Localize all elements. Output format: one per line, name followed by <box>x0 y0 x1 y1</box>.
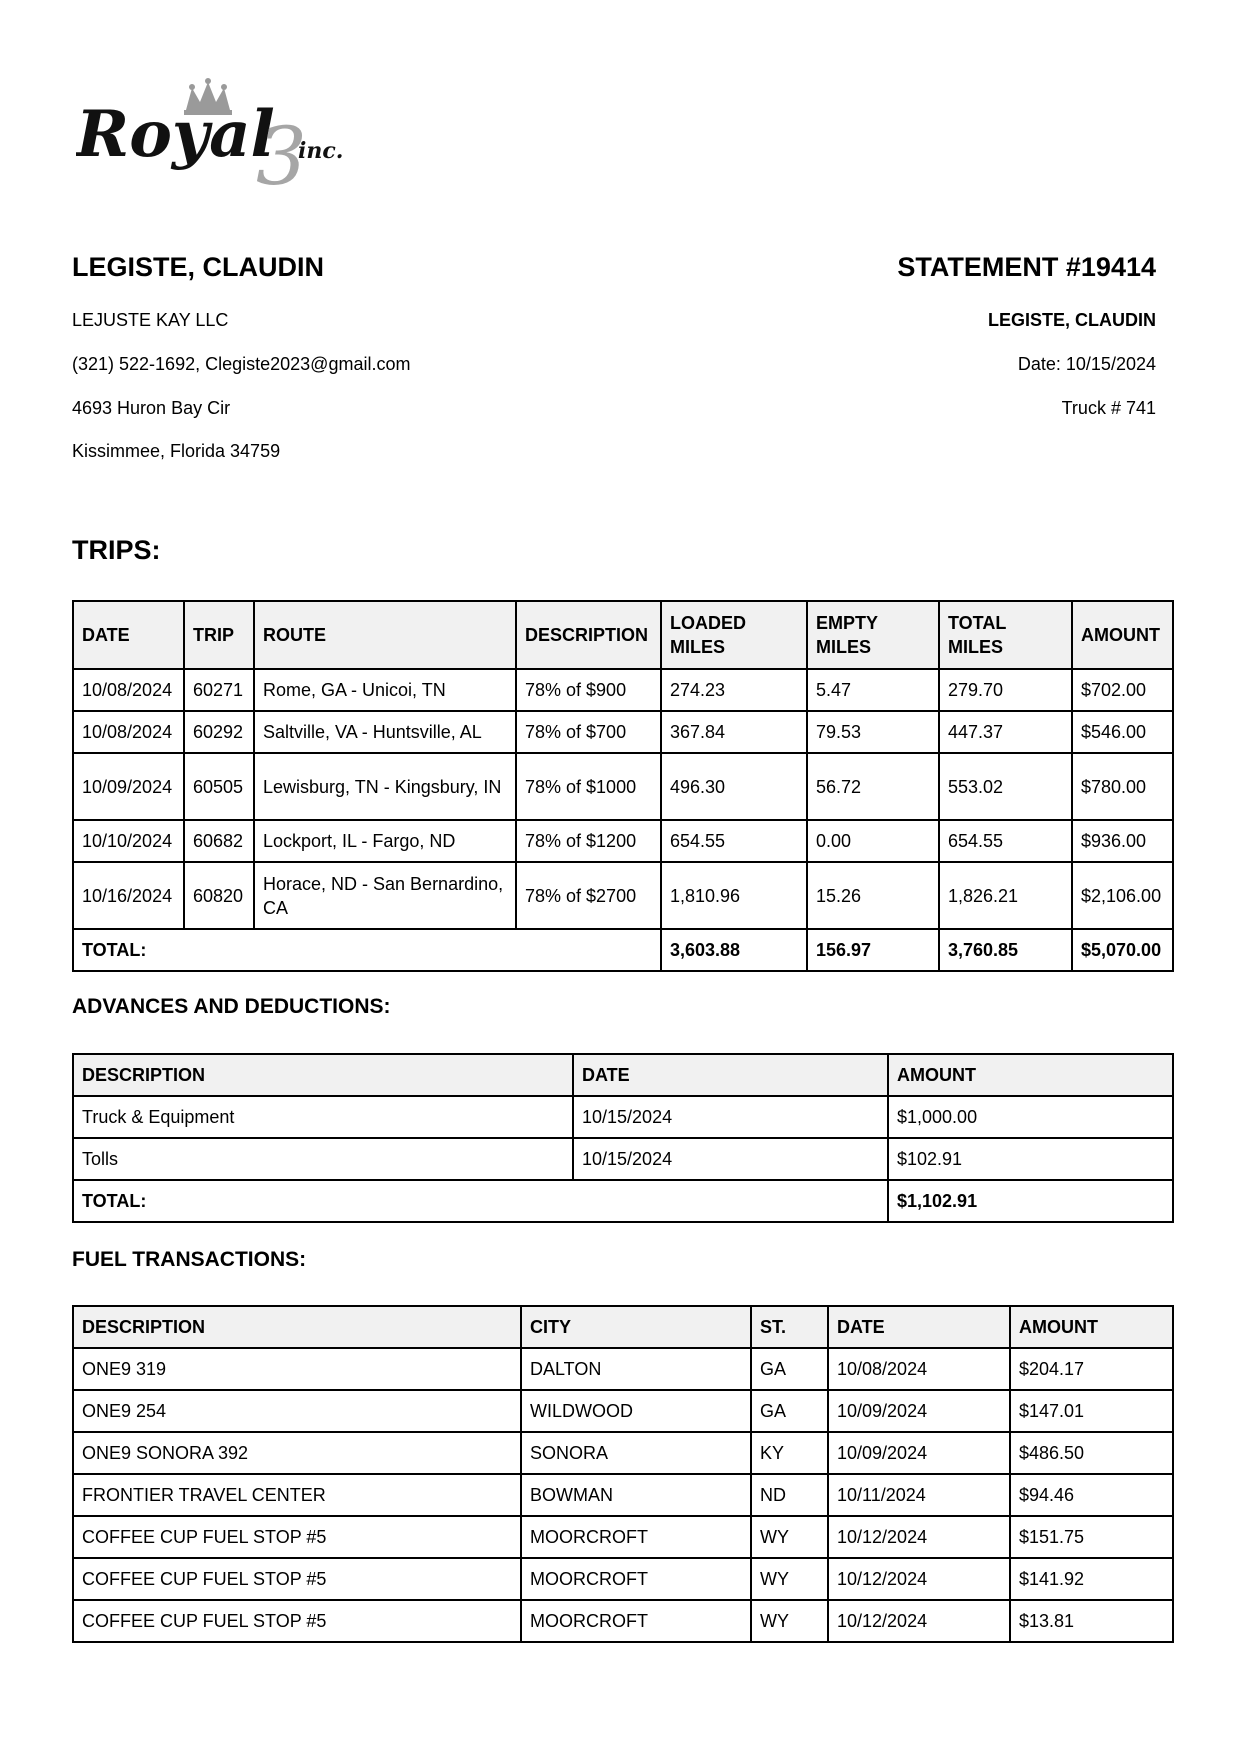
table-cell: ND <box>751 1474 828 1516</box>
table-cell: 1,826.21 <box>939 862 1072 929</box>
trips-title: TRIPS: <box>72 535 161 565</box>
deductions-title: ADVANCES AND DEDUCTIONS: <box>72 995 391 1018</box>
table-cell: Tolls <box>73 1138 573 1180</box>
column-header: DATE <box>73 601 184 669</box>
table-cell: 10/08/2024 <box>828 1348 1010 1390</box>
trips-table <box>72 600 1174 972</box>
table-cell: 654.55 <box>939 820 1072 862</box>
column-header: ST. <box>751 1306 828 1348</box>
total-amount: $5,070.00 <box>1072 929 1173 971</box>
table-row <box>73 1474 1173 1516</box>
table-cell: 654.55 <box>661 820 807 862</box>
logo-number: 3 <box>256 110 307 198</box>
table-cell: 10/11/2024 <box>828 1474 1010 1516</box>
trips-total-row <box>73 929 1173 971</box>
table-row <box>73 1138 1173 1180</box>
table-cell: 10/09/2024 <box>828 1390 1010 1432</box>
table-cell: WY <box>751 1600 828 1642</box>
table-cell: $147.01 <box>1010 1390 1173 1432</box>
table-cell: $780.00 <box>1072 753 1173 820</box>
table-cell: 10/09/2024 <box>828 1432 1010 1474</box>
table-cell: 78% of $1000 <box>516 753 661 820</box>
table-cell: 10/15/2024 <box>573 1096 888 1138</box>
column-header: AMOUNT <box>888 1054 1173 1096</box>
logo-royal: Royal <box>76 97 275 172</box>
table-cell: 60820 <box>184 862 254 929</box>
fuel-header-row <box>73 1306 1173 1348</box>
table-cell: $141.92 <box>1010 1558 1173 1600</box>
table-cell: ONE9 319 <box>73 1348 521 1390</box>
column-header: DESCRIPTION <box>516 601 661 669</box>
table-cell: SONORA <box>521 1432 751 1474</box>
table-row <box>73 1096 1173 1138</box>
table-cell: $94.46 <box>1010 1474 1173 1516</box>
table-cell: Lockport, IL - Fargo, ND <box>254 820 516 862</box>
column-header: TOTAL MILES <box>939 601 1072 669</box>
table-cell: 60292 <box>184 711 254 753</box>
table-row <box>73 862 1173 929</box>
total-loaded-miles: 3,603.88 <box>661 929 807 971</box>
table-cell: 10/15/2024 <box>573 1138 888 1180</box>
total-miles: 3,760.85 <box>939 929 1072 971</box>
table-cell: 78% of $2700 <box>516 862 661 929</box>
table-cell: DALTON <box>521 1348 751 1390</box>
table-cell: 60505 <box>184 753 254 820</box>
deductions-table <box>72 1053 1174 1223</box>
total-label: TOTAL: <box>73 1180 888 1222</box>
column-header: LOADED MILES <box>661 601 807 669</box>
table-cell: $546.00 <box>1072 711 1173 753</box>
deductions-header-row <box>73 1054 1173 1096</box>
statement-date: Date: 10/15/2024 <box>1017 354 1156 374</box>
table-cell: MOORCROFT <box>521 1516 751 1558</box>
table-cell: $486.50 <box>1010 1432 1173 1474</box>
table-cell: MOORCROFT <box>521 1600 751 1642</box>
table-cell: $702.00 <box>1072 669 1173 711</box>
column-header: AMOUNT <box>1072 601 1173 669</box>
table-cell: ONE9 SONORA 392 <box>73 1432 521 1474</box>
table-cell: WY <box>751 1558 828 1600</box>
table-cell: 78% of $900 <box>516 669 661 711</box>
table-cell: Lewisburg, TN - Kingsbury, IN <box>254 753 516 820</box>
table-cell: $936.00 <box>1072 820 1173 862</box>
total-empty-miles: 156.97 <box>807 929 939 971</box>
column-header: DESCRIPTION <box>73 1054 573 1096</box>
deductions-total-row <box>73 1180 1173 1222</box>
trips-header-row <box>73 601 1173 669</box>
column-header: ROUTE <box>254 601 516 669</box>
table-cell: 279.70 <box>939 669 1072 711</box>
table-row <box>73 1348 1173 1390</box>
table-cell: GA <box>751 1348 828 1390</box>
table-cell: $204.17 <box>1010 1348 1173 1390</box>
table-cell: $1,000.00 <box>888 1096 1173 1138</box>
table-cell: BOWMAN <box>521 1474 751 1516</box>
driver-contact: (321) 522-1692, Clegiste2023@gmail.com <box>72 354 411 374</box>
table-cell: Saltville, VA - Huntsville, AL <box>254 711 516 753</box>
table-cell: WY <box>751 1516 828 1558</box>
table-row <box>73 753 1173 820</box>
statement-driver-name: LEGISTE, CLAUDIN <box>987 310 1156 330</box>
table-cell: 79.53 <box>807 711 939 753</box>
table-row <box>73 1600 1173 1642</box>
driver-address-line2: Kissimmee, Florida 34759 <box>72 441 281 461</box>
table-cell: 10/16/2024 <box>73 862 184 929</box>
table-cell: 10/08/2024 <box>73 711 184 753</box>
table-cell: $151.75 <box>1010 1516 1173 1558</box>
table-cell: Truck & Equipment <box>73 1096 573 1138</box>
table-cell: 10/08/2024 <box>73 669 184 711</box>
table-cell: 78% of $1200 <box>516 820 661 862</box>
table-row <box>73 1390 1173 1432</box>
column-header: DATE <box>828 1306 1010 1348</box>
table-cell: 367.84 <box>661 711 807 753</box>
table-cell: GA <box>751 1390 828 1432</box>
table-row <box>73 1558 1173 1600</box>
table-cell: 10/12/2024 <box>828 1558 1010 1600</box>
driver-company: LEJUSTE KAY LLC <box>72 310 229 330</box>
table-cell: KY <box>751 1432 828 1474</box>
table-row <box>73 1516 1173 1558</box>
table-cell: FRONTIER TRAVEL CENTER <box>73 1474 521 1516</box>
table-row <box>73 669 1173 711</box>
column-header: AMOUNT <box>1010 1306 1173 1348</box>
table-cell: 10/12/2024 <box>828 1600 1010 1642</box>
column-header: EMPTY MILES <box>807 601 939 669</box>
table-cell: 0.00 <box>807 820 939 862</box>
table-row <box>73 1432 1173 1474</box>
fuel-transactions-table <box>72 1305 1174 1643</box>
total-amount: $1,102.91 <box>888 1180 1173 1222</box>
table-cell: $13.81 <box>1010 1600 1173 1642</box>
table-cell: 60682 <box>184 820 254 862</box>
statement-truck: Truck # 741 <box>1061 398 1156 418</box>
table-row <box>73 711 1173 753</box>
driver-name: LEGISTE, CLAUDIN <box>72 252 325 282</box>
table-cell: WILDWOOD <box>521 1390 751 1432</box>
driver-address-line1: 4693 Huron Bay Cir <box>72 398 231 418</box>
table-cell: $2,106.00 <box>1072 862 1173 929</box>
table-cell: COFFEE CUP FUEL STOP #5 <box>73 1516 521 1558</box>
fuel-title: FUEL TRANSACTIONS: <box>72 1248 307 1271</box>
table-row <box>73 820 1173 862</box>
table-cell: Horace, ND - San Bernardino, CA <box>254 862 516 929</box>
column-header: CITY <box>521 1306 751 1348</box>
table-cell: Rome, GA - Unicoi, TN <box>254 669 516 711</box>
table-cell: 1,810.96 <box>661 862 807 929</box>
table-cell: 447.37 <box>939 711 1072 753</box>
table-cell: COFFEE CUP FUEL STOP #5 <box>73 1600 521 1642</box>
company-logo <box>76 78 386 198</box>
table-cell: 5.47 <box>807 669 939 711</box>
table-cell: 60271 <box>184 669 254 711</box>
table-cell: 553.02 <box>939 753 1072 820</box>
total-label: TOTAL: <box>73 929 661 971</box>
table-cell: 10/12/2024 <box>828 1516 1010 1558</box>
table-cell: $102.91 <box>888 1138 1173 1180</box>
column-header: DATE <box>573 1054 888 1096</box>
table-cell: 274.23 <box>661 669 807 711</box>
table-cell: 10/10/2024 <box>73 820 184 862</box>
table-cell: 56.72 <box>807 753 939 820</box>
table-cell: 496.30 <box>661 753 807 820</box>
table-cell: COFFEE CUP FUEL STOP #5 <box>73 1558 521 1600</box>
table-cell: MOORCROFT <box>521 1558 751 1600</box>
table-cell: 10/09/2024 <box>73 753 184 820</box>
table-cell: 15.26 <box>807 862 939 929</box>
statement-number: STATEMENT #19414 <box>897 252 1156 282</box>
table-cell: ONE9 254 <box>73 1390 521 1432</box>
logo-suffix: inc. <box>298 138 344 164</box>
table-cell: 78% of $700 <box>516 711 661 753</box>
column-header: DESCRIPTION <box>73 1306 521 1348</box>
column-header: TRIP <box>184 601 254 669</box>
